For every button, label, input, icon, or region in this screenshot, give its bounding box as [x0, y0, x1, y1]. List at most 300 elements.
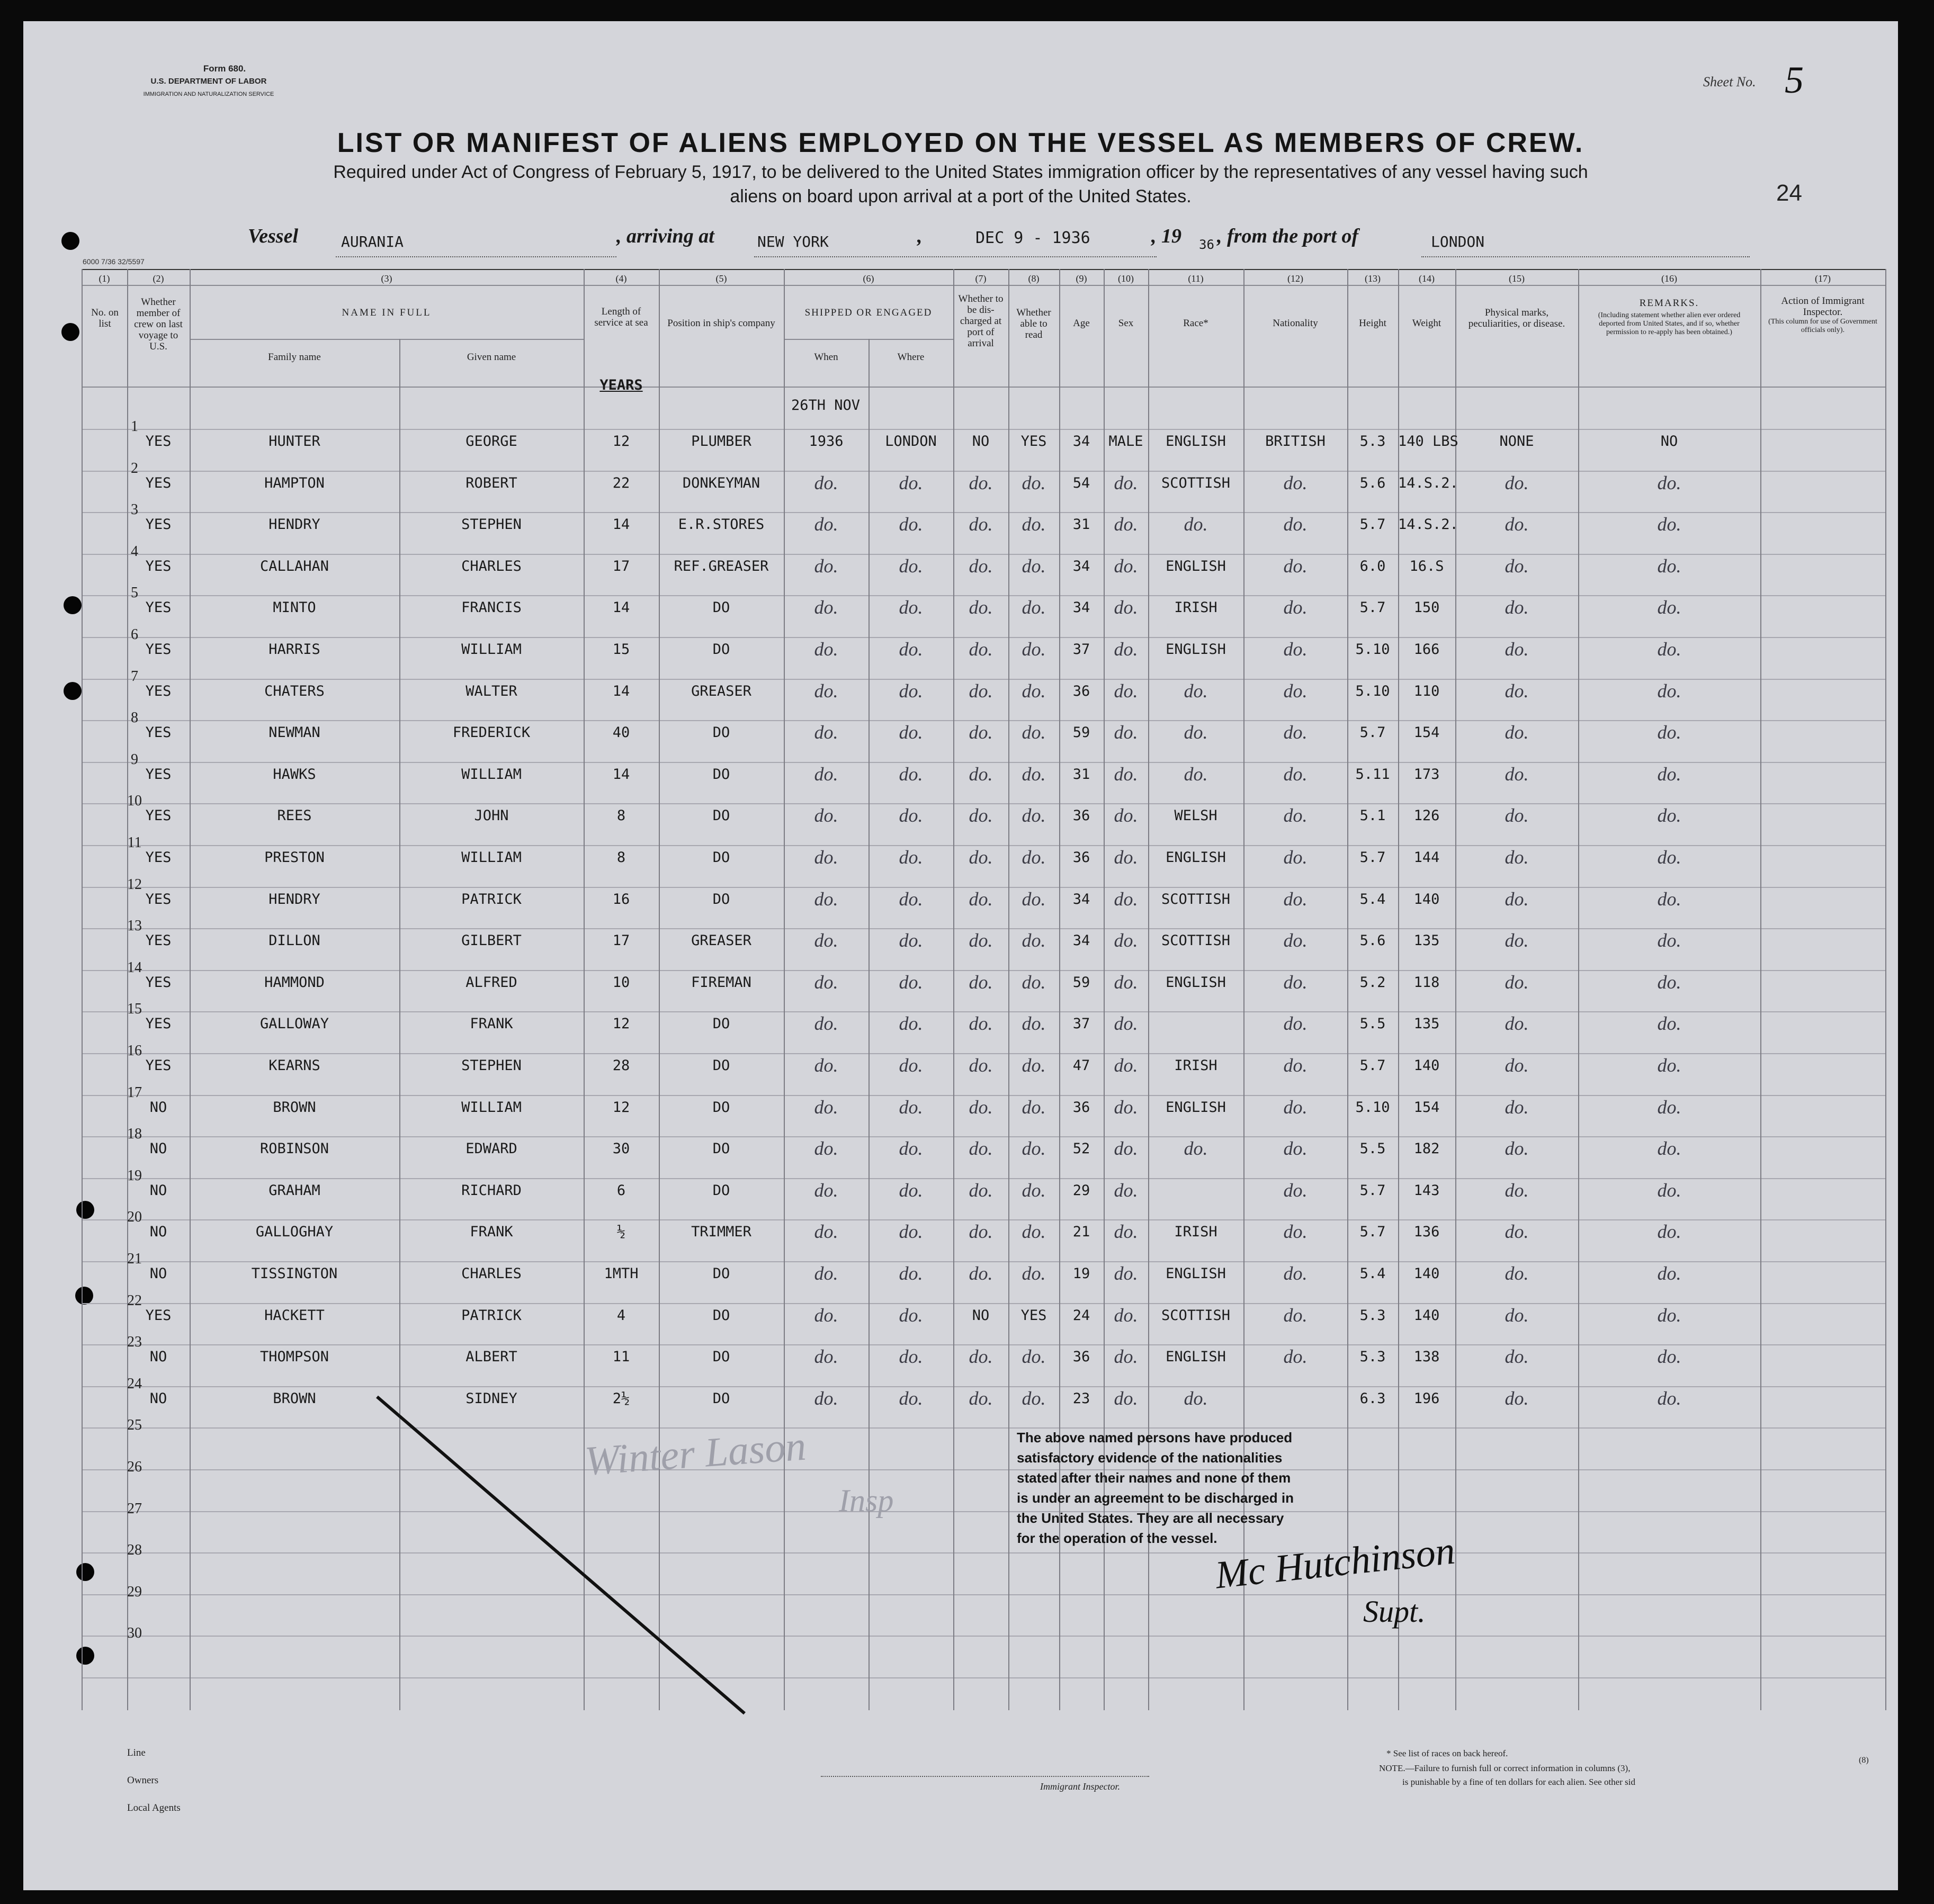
weight: 140 [1413, 1307, 1440, 1324]
weight: 14.S.2. [1398, 474, 1458, 491]
vessel-underline [336, 256, 616, 257]
statement-line-4: is under an agreement to be discharged in [1017, 1490, 1294, 1506]
able-to-read: do. [1022, 1263, 1046, 1284]
age: 19 [1072, 1265, 1090, 1282]
line-number: 26 [127, 1459, 142, 1475]
physical-marks: NONE [1499, 433, 1534, 450]
from-label: , from the port of [1217, 225, 1359, 247]
family-name: HARRIS [268, 641, 320, 658]
where-header: Where [897, 352, 925, 363]
col-16-note: (Including statement whether alien ever ordered deported from United States, and if so, whether permission to re-apply has been obtained.) [1598, 311, 1741, 336]
position: TRIMMER [691, 1224, 751, 1241]
to-be-discharged: do. [969, 1138, 993, 1160]
shipped-when: do. [814, 805, 838, 827]
sex: do. [1114, 1055, 1138, 1076]
age: 23 [1072, 1390, 1090, 1407]
family-name: HACKETT [264, 1307, 325, 1324]
shipped-when: 1936 [809, 433, 844, 450]
nationality: do. [1283, 1013, 1308, 1035]
grid-column-line [1885, 269, 1886, 1710]
given-name: FRANCIS [461, 599, 522, 616]
sex: do. [1114, 1138, 1138, 1160]
line-number: 7 [131, 668, 138, 685]
shipped-when: do. [814, 1346, 838, 1368]
length-of-service: ½ [616, 1224, 626, 1241]
able-to-read: YES [1020, 1307, 1047, 1324]
weight: 166 [1413, 641, 1440, 658]
grid-row-line [82, 387, 1885, 388]
shipped-when: do. [814, 1179, 838, 1201]
col-8-header: Whether able to read [1016, 307, 1051, 340]
certification-statement [1017, 1427, 1294, 1548]
position: DO [712, 1057, 730, 1074]
shipped-when: do. [814, 1304, 838, 1326]
remarks: do. [1657, 1179, 1681, 1201]
shipped-where: do. [899, 971, 923, 993]
given-name: WILLIAM [461, 1099, 522, 1116]
col-11-header: Race* [1183, 318, 1208, 329]
grid-row-line [82, 1594, 1885, 1595]
line-number: 19 [127, 1167, 142, 1184]
line-number: 29 [127, 1583, 142, 1600]
nationality: do. [1283, 1263, 1308, 1284]
grid-row-line [190, 339, 584, 340]
vessel-label: Vessel [248, 225, 298, 247]
to-be-discharged: do. [969, 930, 993, 951]
nationality: do. [1283, 1221, 1308, 1243]
shipped-when: do. [814, 888, 838, 910]
shipped-where: do. [899, 1096, 923, 1118]
arrival-underline [754, 256, 1157, 257]
nationality: do. [1283, 680, 1308, 702]
grid-column-line [82, 269, 83, 1710]
department-name: U.S. DEPARTMENT OF LABOR [150, 77, 267, 86]
given-name: RICHARD [461, 1182, 522, 1199]
crew-on-last-voyage: YES [145, 724, 172, 741]
year-value: 36 [1199, 237, 1214, 252]
age: 47 [1072, 1057, 1090, 1074]
shipped-when: do. [814, 1013, 838, 1035]
line-number: 20 [127, 1209, 142, 1226]
to-be-discharged: do. [969, 1179, 993, 1201]
family-name: HENDRY [268, 516, 320, 533]
grid-row-line [82, 269, 1885, 270]
shipped-when: do. [814, 847, 838, 868]
grid-row-line [82, 1427, 1885, 1429]
race: SCOTTISH [1161, 932, 1231, 949]
age: 36 [1072, 1349, 1090, 1366]
given-name: FRANK [470, 1016, 513, 1032]
given-name: ALBERT [465, 1349, 517, 1366]
statement-line-6: for the operation of the vessel. [1017, 1530, 1217, 1546]
position: DO [712, 807, 730, 824]
nationality: do. [1283, 639, 1308, 660]
nationality: do. [1283, 1304, 1308, 1326]
col-7-header: Whether to be dis-charged at port of arrival [958, 293, 1004, 349]
grid-row-line [82, 1552, 1885, 1553]
length-of-service: 11 [612, 1349, 630, 1366]
able-to-read: do. [1022, 514, 1046, 535]
col-13-header: Height [1359, 318, 1386, 329]
nationality: do. [1283, 722, 1308, 743]
race: ENGLISH [1166, 1265, 1226, 1282]
physical-marks: do. [1505, 805, 1529, 827]
weight: 138 [1413, 1349, 1440, 1366]
remarks: do. [1657, 930, 1681, 951]
height: 5.4 [1359, 891, 1386, 908]
age: 29 [1072, 1182, 1090, 1199]
weight: 144 [1413, 849, 1440, 866]
given-name: SIDNEY [465, 1390, 517, 1407]
given-name: ROBERT [465, 474, 517, 491]
crew-on-last-voyage: YES [145, 474, 172, 491]
nationality: do. [1283, 597, 1308, 618]
nationality: do. [1283, 472, 1308, 493]
family-name: THOMPSON [259, 1349, 329, 1366]
remarks: do. [1657, 847, 1681, 868]
position: GREASER [691, 682, 751, 699]
height: 6.3 [1359, 1390, 1386, 1407]
nationality: do. [1283, 888, 1308, 910]
length-of-service: 17 [612, 932, 630, 949]
physical-marks: do. [1505, 722, 1529, 743]
position: FIREMAN [691, 974, 751, 991]
race: IRISH [1174, 599, 1217, 616]
shipped-when: do. [814, 1263, 838, 1284]
able-to-read: do. [1022, 805, 1046, 827]
age: 34 [1072, 558, 1090, 574]
nationality: do. [1283, 1096, 1308, 1118]
crew-on-last-voyage: YES [145, 682, 172, 699]
sex: do. [1114, 971, 1138, 993]
weight: 143 [1413, 1182, 1440, 1199]
line-number: 9 [131, 751, 138, 768]
grid-row-line [82, 1636, 1885, 1637]
binder-hole [75, 1287, 93, 1305]
given-name: JOHN [474, 807, 509, 824]
line-number: 17 [127, 1084, 142, 1101]
age: 31 [1072, 766, 1090, 783]
length-of-service: 8 [616, 849, 626, 866]
form-header [108, 62, 309, 101]
sex: do. [1114, 722, 1138, 743]
age: 31 [1072, 516, 1090, 533]
family-name: PRESTON [264, 849, 325, 866]
position: DO [712, 891, 730, 908]
age: 34 [1072, 932, 1090, 949]
to-be-discharged: do. [969, 722, 993, 743]
height: 5.2 [1359, 974, 1386, 991]
remarks: do. [1657, 597, 1681, 618]
nationality: do. [1283, 514, 1308, 535]
height: 5.5 [1359, 1016, 1386, 1032]
col-14-header: Weight [1412, 318, 1441, 329]
race: WELSH [1174, 807, 1217, 824]
height: 5.10 [1355, 682, 1390, 699]
line-number: 10 [127, 793, 142, 810]
race: do. [1184, 1387, 1208, 1409]
shipped-where: do. [899, 888, 923, 910]
given-name: STEPHEN [461, 1057, 522, 1074]
line-number: 27 [127, 1500, 142, 1517]
shipped-when: do. [814, 1055, 838, 1076]
height: 5.7 [1359, 1057, 1386, 1074]
nationality: do. [1283, 971, 1308, 993]
remarks: do. [1657, 763, 1681, 785]
grid-row-line [82, 1511, 1885, 1512]
statement-line-1: The above named persons have produced [1017, 1430, 1293, 1445]
race: IRISH [1174, 1057, 1217, 1074]
height: 5.10 [1355, 1099, 1390, 1116]
family-name-header: Family name [268, 352, 321, 363]
line-number: 4 [131, 543, 138, 560]
position: DO [712, 599, 730, 616]
crew-on-last-voyage: NO [149, 1224, 167, 1241]
col-2-number: (2) [153, 273, 164, 284]
physical-marks: do. [1505, 888, 1529, 910]
race: ENGLISH [1166, 849, 1226, 866]
position: PLUMBER [691, 433, 751, 450]
nationality: do. [1283, 847, 1308, 868]
given-name-header: Given name [467, 352, 516, 363]
able-to-read: do. [1022, 1387, 1046, 1409]
height: 5.5 [1359, 1140, 1386, 1157]
given-name: ALFRED [465, 974, 517, 991]
height: 5.3 [1359, 1307, 1386, 1324]
to-be-discharged: do. [969, 597, 993, 618]
statement-line-2: satisfactory evidence of the nationalities [1017, 1450, 1283, 1466]
physical-marks: do. [1505, 1346, 1529, 1368]
binder-hole [76, 1563, 94, 1581]
col-13-number: (13) [1365, 273, 1381, 284]
family-name: HAWKS [273, 766, 316, 783]
subtitle-line-2: aliens on board upon arrival at a port of the United States. [730, 186, 1192, 206]
given-name: GEORGE [465, 433, 517, 450]
date-stamp: DEC 9 - 1936 [975, 229, 1090, 247]
sex: do. [1114, 888, 1138, 910]
shipped-where: do. [899, 1304, 923, 1326]
sex: do. [1114, 639, 1138, 660]
able-to-read: do. [1022, 1138, 1046, 1160]
shipped-when: do. [814, 722, 838, 743]
nationality: do. [1283, 1055, 1308, 1076]
able-to-read: do. [1022, 555, 1046, 577]
shipped-when: do. [814, 1221, 838, 1243]
age: 54 [1072, 474, 1090, 491]
length-of-service: 40 [612, 724, 630, 741]
binder-hole [64, 682, 82, 700]
remarks: do. [1657, 639, 1681, 660]
col-4-header: Length of service at sea [594, 306, 648, 328]
height: 5.7 [1359, 1182, 1386, 1199]
family-name: MINTO [273, 599, 316, 616]
to-be-discharged: do. [969, 1055, 993, 1076]
race: do. [1184, 1138, 1208, 1160]
able-to-read: do. [1022, 763, 1046, 785]
crew-on-last-voyage: NO [149, 1182, 167, 1199]
nationality: do. [1283, 555, 1308, 577]
line-number: 18 [127, 1126, 142, 1143]
inspector-underline [821, 1776, 1149, 1777]
physical-marks: do. [1505, 1387, 1529, 1409]
shipped-where: do. [899, 722, 923, 743]
remarks: NO [1660, 433, 1678, 450]
statement-line-3: stated after their names and none of them [1017, 1470, 1291, 1486]
line-number: 11 [127, 834, 142, 851]
race: ENGLISH [1166, 1099, 1226, 1116]
col-17-number: (17) [1815, 273, 1831, 284]
given-name: PATRICK [461, 891, 522, 908]
race: IRISH [1174, 1224, 1217, 1241]
given-name: EDWARD [465, 1140, 517, 1157]
weight: 140 LBS [1398, 433, 1458, 450]
family-name: ROBINSON [259, 1140, 329, 1157]
position: DO [712, 1265, 730, 1282]
footer-note-line-1: NOTE.—Failure to furnish full or correct information in columns (3), [1379, 1763, 1631, 1773]
crew-on-last-voyage: YES [145, 766, 172, 783]
weight: 140 [1413, 1265, 1440, 1282]
weight: 196 [1413, 1390, 1440, 1407]
physical-marks: do. [1505, 1304, 1529, 1326]
position: DO [712, 1307, 730, 1324]
print-code: 6000 7/36 32/5597 [83, 257, 145, 266]
col-5-number: (5) [715, 273, 727, 284]
crew-on-last-voyage: YES [145, 1057, 172, 1074]
given-name: WILLIAM [461, 641, 522, 658]
shipped-where: do. [899, 680, 923, 702]
sex: do. [1114, 763, 1138, 785]
crew-on-last-voyage: NO [149, 1265, 167, 1282]
line-number: 1 [131, 418, 138, 435]
family-name: NEWMAN [268, 724, 320, 741]
sex: do. [1114, 1013, 1138, 1035]
length-of-service: 10 [612, 974, 630, 991]
length-of-service: 16 [612, 891, 630, 908]
physical-marks: do. [1505, 1179, 1529, 1201]
shipped-where: do. [899, 472, 923, 493]
position: DONKEYMAN [682, 474, 760, 491]
remarks: do. [1657, 1346, 1681, 1368]
physical-marks: do. [1505, 514, 1529, 535]
footer-owners-label: Owners [127, 1775, 159, 1786]
shipped-when: do. [814, 639, 838, 660]
weight: 135 [1413, 1016, 1440, 1032]
remarks: do. [1657, 1304, 1681, 1326]
position: DO [712, 1099, 730, 1116]
col-15-header: Physical marks, peculiarities, or disease. [1468, 307, 1565, 329]
age: 37 [1072, 641, 1090, 658]
manifest-title: LIST OR MANIFEST OF ALIENS EMPLOYED ON THE VESSEL AS MEMBERS OF CREW. [337, 128, 1584, 158]
to-be-discharged: do. [969, 680, 993, 702]
nationality: do. [1283, 1179, 1308, 1201]
weight: 140 [1413, 891, 1440, 908]
vessel-name: AURANIA [341, 233, 404, 250]
manifest-sheet [23, 21, 1898, 1890]
to-be-discharged: do. [969, 1346, 993, 1368]
line-number: 16 [127, 1043, 142, 1059]
crew-on-last-voyage: NO [149, 1349, 167, 1366]
shipped-where: do. [899, 555, 923, 577]
family-name: CALLAHAN [259, 558, 329, 574]
remarks: do. [1657, 472, 1681, 493]
col-1-header: No. on list [91, 307, 119, 329]
family-name: CHATERS [264, 682, 325, 699]
position: DO [712, 766, 730, 783]
grid-column-line [1760, 269, 1761, 1710]
weight: 173 [1413, 766, 1440, 783]
footer-inspector-label: Immigrant Inspector. [1040, 1781, 1120, 1792]
to-be-discharged: do. [969, 514, 993, 535]
physical-marks: do. [1505, 597, 1529, 618]
age: 37 [1072, 1016, 1090, 1032]
remarks: do. [1657, 1055, 1681, 1076]
able-to-read: do. [1022, 597, 1046, 618]
physical-marks: do. [1505, 763, 1529, 785]
shipped-where: do. [899, 1221, 923, 1243]
remarks: do. [1657, 1221, 1681, 1243]
race: do. [1184, 680, 1208, 702]
shipped-where: do. [899, 514, 923, 535]
age: 59 [1072, 724, 1090, 741]
able-to-read: do. [1022, 472, 1046, 493]
shipped-where: do. [899, 847, 923, 868]
length-of-service: 22 [612, 474, 630, 491]
arriving-label: , arriving at [616, 225, 714, 247]
position: DO [712, 1182, 730, 1199]
physical-marks: do. [1505, 639, 1529, 660]
position: DO [712, 641, 730, 658]
position: DO [712, 724, 730, 741]
weight: 136 [1413, 1224, 1440, 1241]
length-of-service: 4 [616, 1307, 626, 1324]
inspector-signature: Winter Lason [583, 1422, 808, 1484]
crew-on-last-voyage: YES [145, 641, 172, 658]
position: GREASER [691, 932, 751, 949]
remarks: do. [1657, 1263, 1681, 1284]
to-be-discharged: do. [969, 472, 993, 493]
race: ENGLISH [1166, 974, 1226, 991]
position: E.R.STORES [678, 516, 765, 533]
grid-row-line [82, 1469, 1885, 1470]
line-number: 24 [127, 1375, 142, 1392]
position: DO [712, 1140, 730, 1157]
shipped-when: do. [814, 555, 838, 577]
family-name: HUNTER [268, 433, 320, 450]
given-name: PATRICK [461, 1307, 522, 1324]
sheet-number: 5 [1785, 59, 1804, 101]
race: ENGLISH [1166, 1349, 1226, 1366]
able-to-read: do. [1022, 1096, 1046, 1118]
footer-corner-mark: (8) [1859, 1756, 1869, 1765]
family-name: BROWN [273, 1099, 316, 1116]
weight: 182 [1413, 1140, 1440, 1157]
age: 59 [1072, 974, 1090, 991]
binder-hole [64, 596, 82, 614]
weight: 126 [1413, 807, 1440, 824]
length-of-service: 6 [616, 1182, 626, 1199]
length-of-service: 8 [616, 807, 626, 824]
able-to-read: do. [1022, 888, 1046, 910]
remarks: do. [1657, 805, 1681, 827]
crew-on-last-voyage: YES [145, 1307, 172, 1324]
height: 5.7 [1359, 849, 1386, 866]
age: 34 [1072, 891, 1090, 908]
height: 5.7 [1359, 724, 1386, 741]
weight: 14.S.2. [1398, 516, 1458, 533]
length-of-service: 14 [612, 516, 630, 533]
length-of-service: 15 [612, 641, 630, 658]
given-name: STEPHEN [461, 516, 522, 533]
